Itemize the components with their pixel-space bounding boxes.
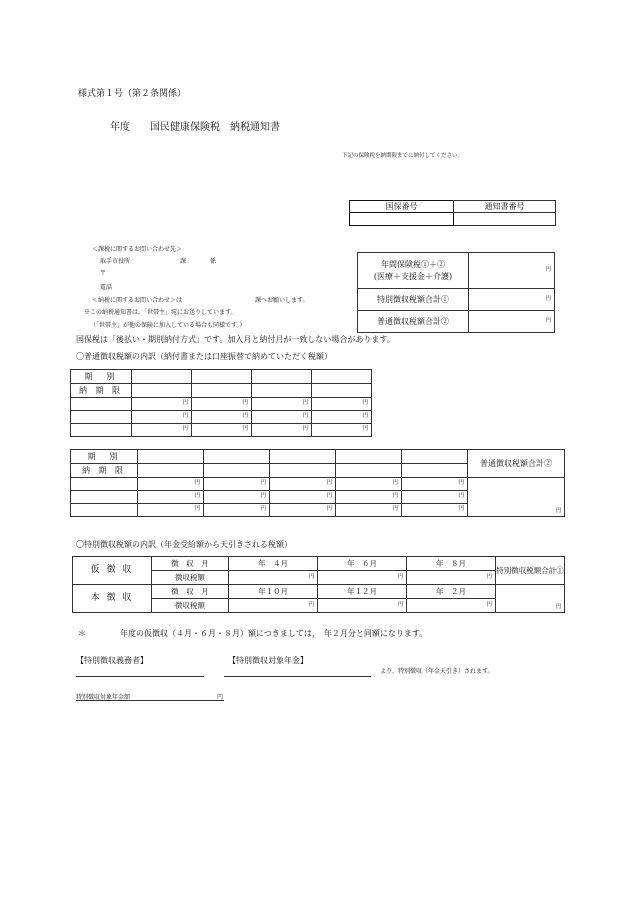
amount-cell: 円	[336, 491, 402, 504]
amount-cell: 円	[229, 599, 318, 613]
due-date-label: 納 期 限	[71, 384, 132, 398]
amount-cell: 円	[229, 571, 318, 585]
amount-cell: 円	[192, 411, 252, 424]
pension-amount-underline	[76, 700, 224, 701]
due-date-cell	[336, 464, 402, 478]
due-date-cell	[132, 384, 192, 398]
period-cell	[204, 450, 270, 464]
due-date-label: 納 期 限	[71, 464, 138, 478]
main-collection-label: 本 徴 収	[73, 585, 152, 613]
annual-tax-label-line2: (医療＋支援金＋介護)	[373, 271, 453, 281]
due-date-cell	[402, 464, 468, 478]
amount-cell: 円	[318, 599, 407, 613]
period-cell	[132, 370, 192, 384]
collection-month-label: 徴 収 月	[152, 557, 229, 571]
row-label-cell	[71, 478, 138, 491]
amount-cell: 円	[132, 398, 192, 411]
special-total-header: 特別徴収税額合計①	[496, 557, 565, 585]
row-label-cell	[71, 411, 132, 424]
deduction-note: より，特別徴収（年金天引き）されます。	[380, 668, 494, 675]
household-note-1: ※この納税通知書は，「世帯主」宛にお送りしています。	[84, 309, 237, 316]
amount-cell: 円	[132, 424, 192, 437]
amount-cell: 円	[138, 504, 204, 517]
notice-number-value	[454, 213, 556, 226]
summary-table	[357, 252, 555, 333]
ordinary-total-label: 普通徴収税額合計②	[358, 311, 469, 333]
amount-cell: 円	[204, 491, 270, 504]
ordinary-section-title: 〇普通徴収税額の内訳（納付書または口座振替で納めていただく税額）	[76, 352, 332, 361]
pension-amount-label: 特別徴収対象年金額	[76, 694, 131, 701]
provisional-collection-note: 年度の仮徴収（４月・６月・８月）額につきましては， 年２月分と同額になります。	[120, 629, 428, 638]
period-cell	[252, 370, 312, 384]
amount-cell: 円	[336, 504, 402, 517]
provisional-collection-label: 仮 徴 収	[73, 557, 152, 585]
due-date-cell	[252, 384, 312, 398]
amount-cell: 円	[204, 504, 270, 517]
amount-cell: 円	[336, 478, 402, 491]
amount-cell: 円	[270, 491, 336, 504]
office-name: 取手市役所	[100, 258, 131, 265]
asterisk-mark: ＊	[78, 629, 86, 638]
household-note-2: （「世帯主」が他の保険に加入している場合も同様です。）	[90, 322, 246, 329]
amount-cell: 円	[312, 398, 372, 411]
form-number: 様式第１号（第２条関係）	[78, 89, 187, 99]
page-title: 国民健康保険税 納税通知書	[150, 122, 280, 133]
ordinary-total-value: 円	[469, 311, 555, 333]
kokuho-number-header: 国保番号	[350, 201, 454, 213]
special-section-title: 〇特別徴収税額の内訳（年金受給額から天引きされる税額）	[76, 540, 292, 549]
kokuho-number-value	[350, 213, 454, 226]
payment-instruction: 下記の保険税を納期限までに納付してください。	[342, 153, 464, 159]
phone-label: 電話	[100, 284, 113, 291]
due-date-cell	[204, 464, 270, 478]
amount-cell: 円	[402, 478, 468, 491]
due-date-cell	[192, 384, 252, 398]
period-cell	[138, 450, 204, 464]
annual-tax-label-line1: 年間保険税①＋②	[381, 259, 445, 269]
deferred-payment-notice: 国保税は「後払い・期別納付方式」です。加入月と納付月が一致しない場合があります。	[76, 335, 395, 344]
amount-cell: 円	[252, 398, 312, 411]
ordinary-total-header: 普通徴収税額合計②	[468, 450, 565, 478]
period-label: 期 別	[71, 370, 132, 384]
special-total-label: 特別徴収税額合計①	[358, 289, 469, 311]
amount-cell: 円	[132, 411, 192, 424]
collection-amount-label: 徴収税額	[152, 571, 229, 585]
annual-tax-label	[358, 253, 469, 289]
provisional-month-1: 年 ４月	[229, 557, 318, 571]
ordinary-total-value: 円	[468, 478, 565, 517]
pension-label: 【特別徴収対象年金】	[228, 656, 308, 665]
fiscal-year-label: 年度	[110, 122, 130, 133]
collector-underline	[76, 676, 204, 677]
section-label: 課	[180, 258, 187, 265]
period-cell	[192, 370, 252, 384]
special-table	[72, 556, 565, 613]
postal-mark: 〒	[100, 270, 107, 277]
amount-cell: 円	[252, 424, 312, 437]
amount-cell: 円	[192, 424, 252, 437]
ordinary-table-2	[70, 449, 565, 517]
amount-cell: 円	[312, 424, 372, 437]
provisional-month-3: 年 ８月	[407, 557, 496, 571]
tax-inquiry-heading: ＜課税に関するお問い合わせ先＞	[92, 246, 183, 253]
amount-cell: 円	[270, 504, 336, 517]
row-label-cell	[71, 424, 132, 437]
subsection-label: 係	[210, 258, 217, 265]
number-box	[349, 200, 556, 226]
payment-inquiry-dept: 課へお願いします。	[255, 297, 309, 304]
amount-cell: 円	[192, 398, 252, 411]
period-cell	[402, 450, 468, 464]
payment-inquiry-label: ＜納税に関するお問い合わせ＞は	[92, 297, 183, 304]
due-date-cell	[312, 384, 372, 398]
amount-cell: 円	[138, 478, 204, 491]
main-month-3: 年 ２月	[407, 585, 496, 599]
row-label-cell	[71, 504, 138, 517]
period-cell	[336, 450, 402, 464]
collection-month-label: 徴 収 月	[152, 585, 229, 599]
provisional-month-2: 年 ６月	[318, 557, 407, 571]
special-total-value: 円	[469, 289, 555, 311]
notice-number-header: 通知書番号	[454, 201, 556, 213]
due-date-cell	[138, 464, 204, 478]
row-label-cell	[71, 398, 132, 411]
main-month-1: 年１０月	[229, 585, 318, 599]
row-label-cell	[71, 491, 138, 504]
amount-cell: 円	[407, 599, 496, 613]
ordinary-table-1	[70, 369, 372, 437]
collector-label: 【特別徴収義務者】	[76, 656, 148, 665]
amount-cell: 円	[204, 478, 270, 491]
collection-amount-label: 徴収税額	[152, 599, 229, 613]
pension-underline	[224, 676, 371, 677]
due-date-cell	[270, 464, 336, 478]
period-label: 期 別	[71, 450, 138, 464]
amount-cell: 円	[402, 504, 468, 517]
amount-cell: 円	[138, 491, 204, 504]
period-cell	[270, 450, 336, 464]
period-cell	[312, 370, 372, 384]
annual-tax-value: 円	[469, 253, 555, 289]
amount-cell: 円	[312, 411, 372, 424]
amount-cell: 円	[252, 411, 312, 424]
amount-cell: 円	[318, 571, 407, 585]
main-month-2: 年１２月	[318, 585, 407, 599]
amount-cell: 円	[270, 478, 336, 491]
special-total-value: 円	[496, 585, 565, 613]
pension-amount-yen: 円	[217, 694, 224, 701]
amount-cell: 円	[402, 491, 468, 504]
amount-cell: 円	[407, 571, 496, 585]
